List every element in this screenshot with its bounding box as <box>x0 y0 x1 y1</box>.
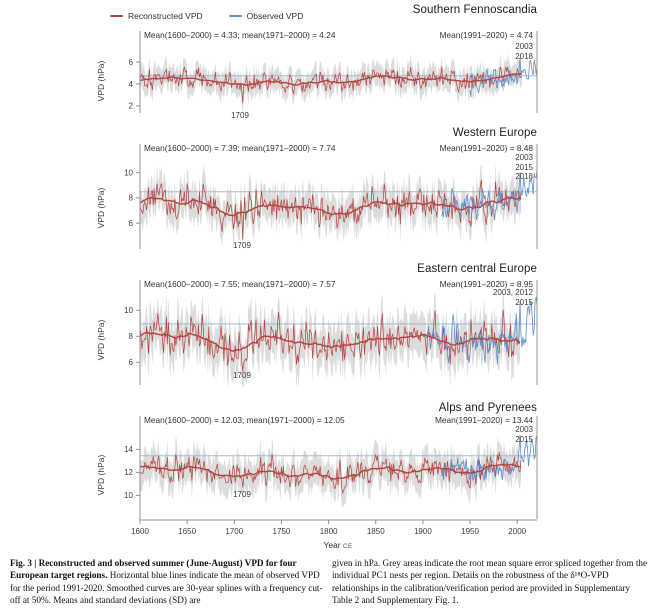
svg-text:1750: 1750 <box>272 527 291 536</box>
svg-text:10: 10 <box>124 491 133 501</box>
legend-label-reconstructed: Reconstructed VPD <box>128 11 203 21</box>
peak-year-labels <box>433 42 533 61</box>
caption-left-text: Horizontal blue lines indicate the mean of observed VPD for the period 1991-2020. Smoothed curves are 30-year splines with a frequency cut-off at 50%. Means and standard deviations (SD) are <box>10 570 323 605</box>
svg-text:6: 6 <box>128 358 133 368</box>
panel-title: Alps and Pyrenees <box>438 402 537 414</box>
anomaly-year-label: 1709 <box>233 241 251 250</box>
legend-label-observed: Observed VPD <box>246 11 304 21</box>
svg-text:10: 10 <box>124 168 133 178</box>
anomaly-year-label: 1709 <box>233 371 251 380</box>
panel-stats-left: Mean(1600–2000) = 7.55; mean(1971–2000) = 7.57 <box>144 279 336 289</box>
svg-text:1600: 1600 <box>131 527 149 536</box>
svg-text:1900: 1900 <box>413 527 432 536</box>
svg-text:1850: 1850 <box>366 527 385 536</box>
peak-year-label: 2015 <box>515 434 533 444</box>
x-axis-era-label: CE <box>343 543 353 550</box>
svg-text:1950: 1950 <box>461 527 479 536</box>
peak-year-label: 2015 <box>515 297 533 307</box>
svg-text:14: 14 <box>124 445 133 455</box>
peak-year-labels <box>433 153 533 182</box>
peak-year-labels <box>433 425 533 444</box>
x-axis-label <box>288 540 388 550</box>
peak-year-label: 2003 <box>515 153 533 162</box>
peak-year-label: 2015 <box>515 162 533 172</box>
svg-text:6: 6 <box>128 57 133 67</box>
svg-text:1650: 1650 <box>178 527 197 536</box>
reconstructed-line-swatch-icon <box>110 15 123 17</box>
panel-title: Western Europe <box>452 127 537 139</box>
panel-stats-left: Mean(1600–2000) = 4.33; mean(1971–2000) = 4.24 <box>144 30 336 40</box>
svg-text:VPD (hPa): VPD (hPa) <box>96 454 106 496</box>
svg-text:6: 6 <box>128 218 133 228</box>
panel-stats-left: Mean(1600–2000) = 12.03; mean(1971–2000) = 12.05 <box>144 415 345 425</box>
svg-text:10: 10 <box>124 306 133 316</box>
x-axis-label-text: Year <box>323 540 341 550</box>
svg-text:8: 8 <box>128 332 133 342</box>
legend-item-reconstructed <box>110 11 203 21</box>
peak-year-label: 2003 <box>515 42 533 51</box>
peak-year-label: 2018 <box>515 51 533 61</box>
svg-text:4: 4 <box>128 79 133 89</box>
svg-text:1800: 1800 <box>319 527 338 536</box>
panel-stats-right: Mean(1991–2020) = 13.44 <box>434 415 533 425</box>
panel-stats-right: Mean(1991–2020) = 8.48 <box>439 143 533 153</box>
peak-year-label: 2003 <box>515 425 533 434</box>
svg-text:VPD (hPa): VPD (hPa) <box>96 319 106 361</box>
observed-line-swatch-icon <box>229 15 242 17</box>
svg-text:8: 8 <box>128 193 133 203</box>
svg-text:2000: 2000 <box>508 527 527 536</box>
caption-right-text: given in hPa. Grey areas indicate the root mean square error spliced together from the individual PC1 nests per region. Details on the robustness of the δ¹⁸O-VPD relationships in the calibration/verification period are provided in Supplementary Table 2 and Supplementary Fig. 1. <box>332 558 648 605</box>
panel-title: Eastern central Europe <box>417 263 537 275</box>
caption-left <box>10 557 323 606</box>
svg-text:1700: 1700 <box>225 527 244 536</box>
svg-text:2: 2 <box>128 101 133 111</box>
legend <box>110 11 303 21</box>
svg-text:12: 12 <box>124 468 133 478</box>
caption-lead: Fig. 3 | Reconstructed and observed summer (June-August) VPD for four European target regions. <box>10 558 297 581</box>
anomaly-year-label: 1709 <box>233 490 251 499</box>
panel-stats-left: Mean(1600–2000) = 7.39; mean(1971–2000) = 7.74 <box>144 143 336 153</box>
peak-year-labels <box>433 288 533 307</box>
panel-title: Southern Fennoscandia <box>412 4 537 16</box>
panel-stats-right: Mean(1991–2020) = 8.95 <box>439 279 533 289</box>
peak-year-label: 2003, 2012 <box>492 288 533 297</box>
svg-text:VPD (hPa): VPD (hPa) <box>96 60 106 102</box>
panel-stats-right: Mean(1991–2020) = 4.74 <box>439 30 533 40</box>
caption-right <box>332 557 652 606</box>
anomaly-year-label: 1709 <box>231 111 249 120</box>
peak-year-label: 2018 <box>515 172 533 182</box>
svg-text:VPD (hPa): VPD (hPa) <box>96 187 106 229</box>
